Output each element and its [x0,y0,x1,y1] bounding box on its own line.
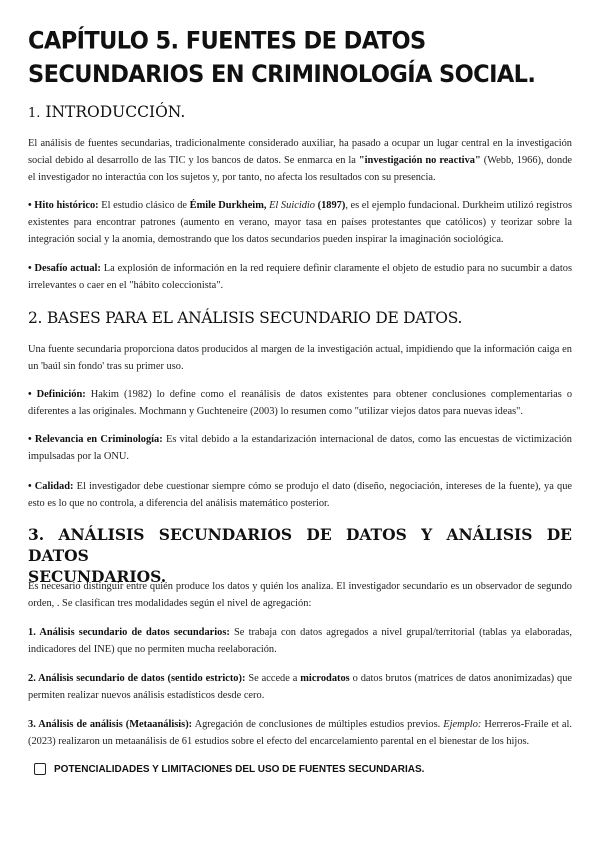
item-analisis-secundario [28,624,572,658]
bold-term: "investigación no reactiva" [358,155,481,166]
bullet-hito-historico [28,197,572,248]
text: La explosión de información en la red requiere definir claramente el objeto de estudio para no sucumbir a datos irrelevantes o caer en el "hábito coleccionista". [28,263,572,291]
section-1-number: 1. [28,106,41,121]
section-3-heading-line2: SECUNDARIOS. [28,567,167,586]
text: Hakim (1982) lo define como el reanálisis de datos existentes para obtener conclusiones complementarias o diferentes a las originales. Mochmann y Guchteneire (2003) lo resumen como "utilizar viejos datos para nuevas ideas". [28,389,573,417]
section-1-paragraph [28,135,572,186]
text: (Webb, 1966), donde el investigador no interactúa con los sujetos y, por tanto, no afecta los resultados con su presencia. [28,155,573,183]
item-metaanalisis [28,716,572,750]
author-name: Émile Durkheim, [189,200,267,211]
bullet-relevancia [28,431,572,465]
item-label: 3. Análisis de análisis (Metaanálisis): [28,719,193,730]
chapter-title [28,24,578,91]
text: Agregación de conclusiones de múltiples estudios previos. [192,719,444,730]
item-sentido-estricto [28,670,572,704]
bullet-label: • Calidad: [28,481,74,492]
checkbox-icon[interactable] [34,763,46,775]
example-label: Ejemplo: [443,719,482,730]
bullet-calidad [28,478,572,512]
bullet-definicion [28,386,572,420]
bullet-label: • Hito histórico: [28,200,99,211]
bold-term: microdatos [300,673,350,684]
checklist-item-label: POTENCIALIDADES Y LIMITACIONES DEL USO DE FUENTES SECUNDARIAS. [54,763,425,775]
checklist-item[interactable] [34,763,424,775]
section-1-heading [28,101,185,125]
chapter-title-line1: CAPÍTULO 5. FUENTES DE DATOS [28,27,426,55]
text: o datos brutos (matrices de datos anonimizadas) que permiten realizar nuevos análisis estadísticos desde cero. [28,673,573,701]
item-label: 2. Análisis secundario de datos (sentido estricto): [28,673,246,684]
text: Herreros-Fraile et al. (2023) realizaron un metaanálisis de 61 estudios sobre el efecto del encarcelamiento parental en el bienestar de los hijos. [28,719,573,747]
text: El estudio clásico de [98,200,190,211]
item-label: 1. Análisis secundario de datos secundarios: [28,627,230,638]
bullet-desafio-actual [28,260,572,294]
bullet-label: • Desafío actual: [28,263,101,274]
text: El investigador debe cuestionar siempre cómo se produjo el dato (diseño, negociación, intereses de la fuente), ya que esto es lo que no controla, a diferencia del análisis matemático posterior. [28,481,573,509]
text: , es el ejemplo fundacional. Durkheim utilizó registros existentes para encontrar patrones (aumento en verano, mayor tasa en países protestantes que católicos) y teorizar sobre la integración social y la anomia, demostrando que los datos secundarios pueden inspirar la imaginación sociológica. [28,200,572,245]
year: (1897) [314,200,346,211]
section-2-paragraph: Una fuente secundaria proporciona datos producidos al margen de la investigación actual, impidiendo que la información caiga en un 'baúl sin fondo' tras su primer uso. [28,344,572,372]
section-2-heading: 2. BASES PARA EL ANÁLISIS SECUNDARIO DE DATOS. [28,309,463,327]
text: Se accede a [245,673,301,684]
section-1-title: INTRODUCCIÓN. [45,103,186,121]
chapter-title-line2: SECUNDARIOS EN CRIMINOLOGÍA SOCIAL. [28,61,536,89]
section-3-paragraph: Es necesario distinguir entre quién produce los datos y quién los analiza. El investigador secundario es un observador de segundo orden, . Se clasifican tres modalidades según el nivel de agregación: [28,581,572,609]
text: Es vital debido a la estandarización internacional de datos, como las encuestas de victimización impulsadas por la ONU. [28,434,572,462]
text: Se trabaja con datos agregados a nivel grupal/territorial (tablas ya elaboradas, indicadores del INE) que no permiten mucha reelaboración. [28,627,572,655]
section-3-heading-line1: 3. ANÁLISIS SECUNDARIOS DE DATOS Y ANÁLISIS DE DATOS [28,525,572,565]
bullet-label: • Relevancia en Criminología: [28,434,163,445]
work-title: El Suicidio [266,200,315,211]
text: El análisis de fuentes secundarias, tradicionalmente considerado auxiliar, ha pasado a ocupar un lugar central en la investigación social debido al desarrollo de las TIC y los bancos de datos. Se enmarca en la [28,138,572,166]
bullet-label: • Definición: [28,389,86,400]
